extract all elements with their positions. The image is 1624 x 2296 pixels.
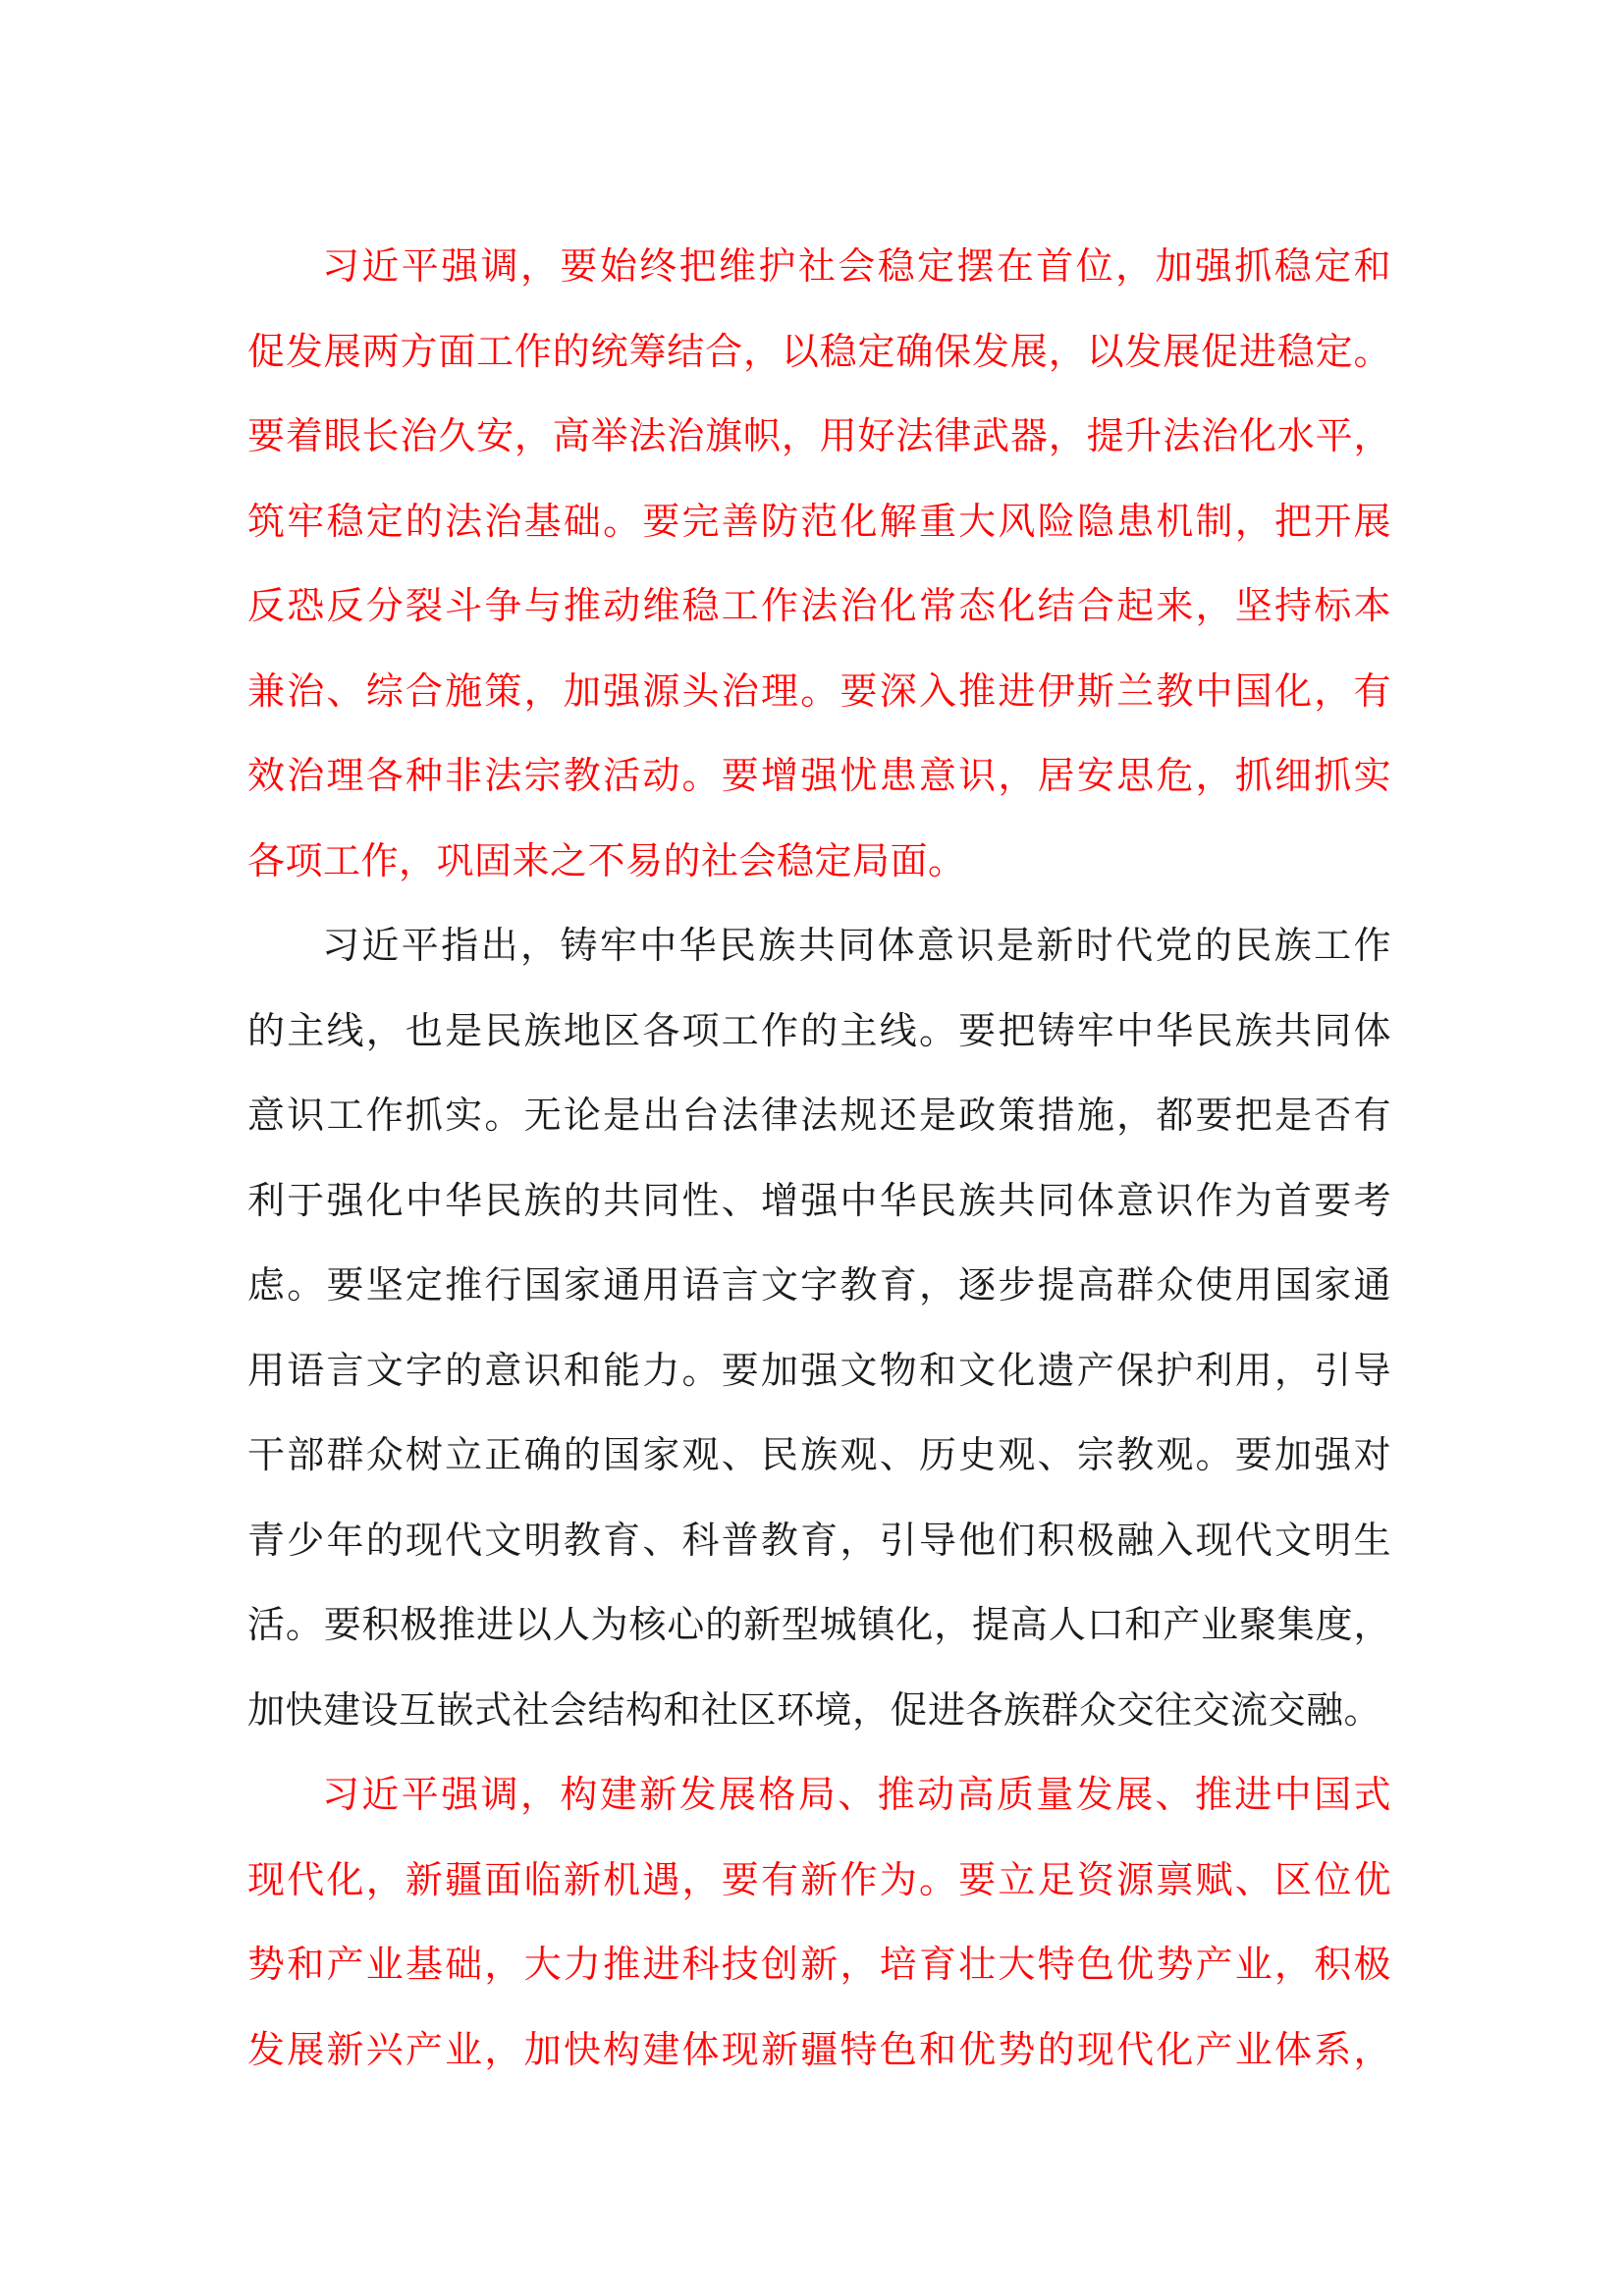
text-line: 筑牢稳定的法治基础。要完善防范化解重大风险隐患机制，把开展 <box>247 499 1391 543</box>
text-line: 势和产业基础，大力推进科技创新，培育壮大特色优势产业，积极 <box>247 1943 1391 1986</box>
paragraph-social-stability <box>247 224 1391 903</box>
text-line: 干部群众树立正确的国家观、民族观、历史观、宗教观。要加强对 <box>247 1433 1391 1476</box>
paragraph-national-community <box>247 903 1391 1752</box>
text-line: 习近平强调，构建新发展格局、推动高质量发展、推进中国式 <box>322 1773 1391 1816</box>
text-line: 活。要积极推进以人为核心的新型城镇化，提高人口和产业聚集度， <box>247 1603 1391 1646</box>
paragraph-development <box>247 1752 1391 2092</box>
text-line: 的主线，也是民族地区各项工作的主线。要把铸牢中华民族共同体 <box>247 1008 1391 1052</box>
text-line: 各项工作，巩固来之不易的社会稳定局面。 <box>247 838 966 882</box>
text-line: 习近平强调，要始终把维护社会稳定摆在首位，加强抓稳定和 <box>322 244 1391 288</box>
text-line: 用语言文字的意识和能力。要加强文物和文化遗产保护利用，引导 <box>247 1348 1391 1392</box>
text-line: 现代化，新疆面临新机遇，要有新作为。要立足资源禀赋、区位优 <box>247 1857 1391 1901</box>
text-line: 青少年的现代文明教育、科普教育，引导他们积极融入现代文明生 <box>247 1518 1391 1562</box>
text-line: 促发展两方面工作的统筹结合，以稳定确保发展，以发展促进稳定。 <box>247 329 1391 373</box>
text-line: 效治理各种非法宗教活动。要增强忧患意识，居安思危，抓细抓实 <box>247 754 1391 797</box>
text-line: 兼治、综合施策，加强源头治理。要深入推进伊斯兰教中国化，有 <box>247 668 1391 713</box>
text-line: 发展新兴产业，加快构建体现新疆特色和优势的现代化产业体系， <box>247 2027 1391 2071</box>
document-body <box>247 224 1391 2092</box>
text-line: 习近平指出，铸牢中华民族共同体意识是新时代党的民族工作 <box>322 924 1391 967</box>
text-line: 反恐反分裂斗争与推动维稳工作法治化常态化结合起来，坚持标本 <box>247 584 1391 627</box>
text-line: 意识工作抓实。无论是出台法律法规还是政策措施，都要把是否有 <box>247 1094 1391 1137</box>
text-line: 利于强化中华民族的共同性、增强中华民族共同体意识作为首要考 <box>247 1178 1391 1222</box>
text-line: 加快建设互嵌式社会结构和社区环境，促进各族群众交往交流交融。 <box>247 1687 1382 1732</box>
text-line: 虑。要坚定推行国家通用语言文字教育，逐步提高群众使用国家通 <box>247 1263 1391 1307</box>
text-line: 要着眼长治久安，高举法治旗帜，用好法律武器，提升法治化水平， <box>247 414 1391 457</box>
